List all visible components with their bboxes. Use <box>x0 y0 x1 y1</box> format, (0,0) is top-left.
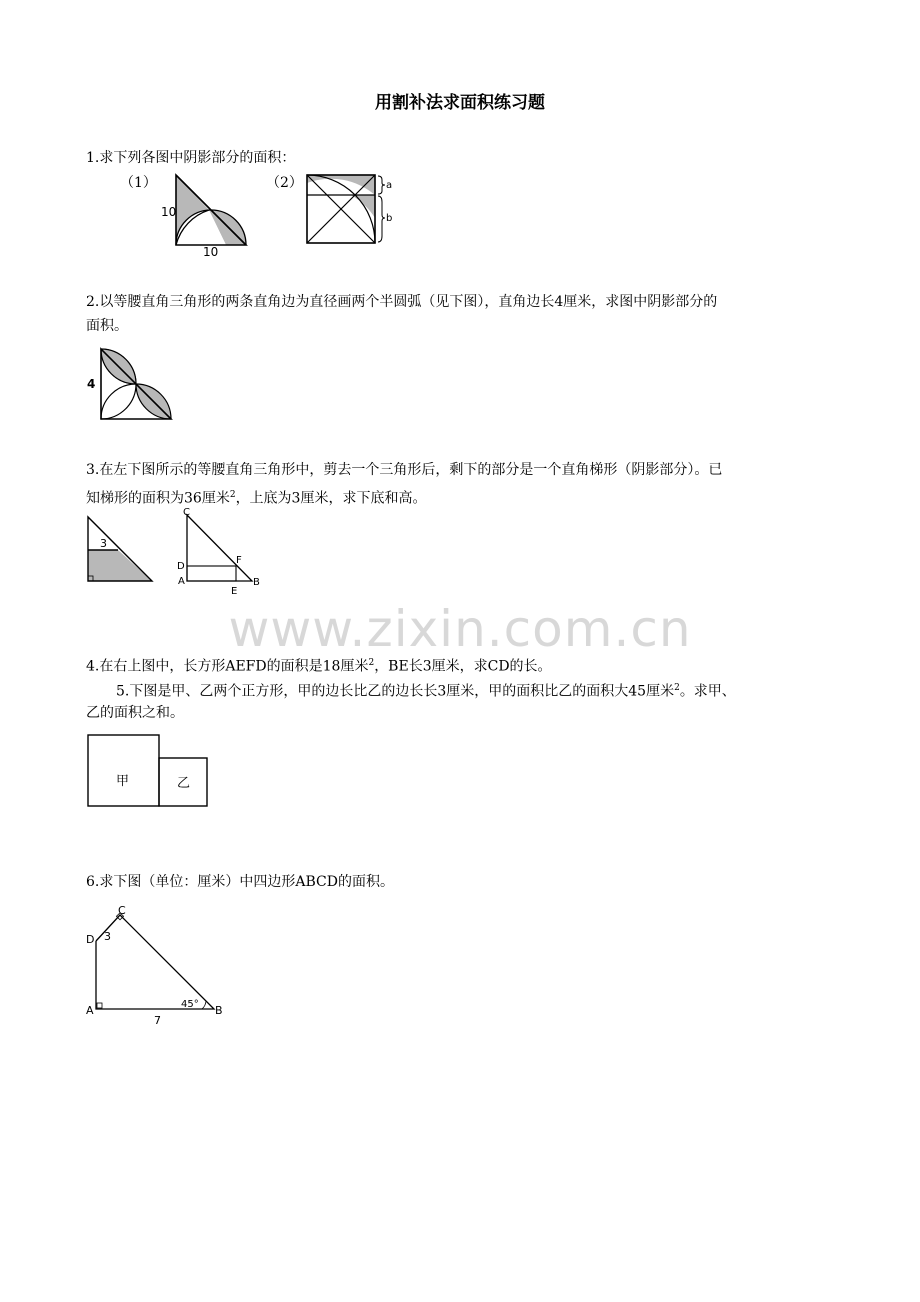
q3-pt-f: F <box>236 555 242 566</box>
q6-side-7: 7 <box>154 1014 161 1027</box>
q3-pt-d: D <box>177 561 185 572</box>
q6-text: 6.求下图（单位：厘米）中四边形ABCD的面积。 <box>86 874 394 890</box>
q2-line2: 面积。 <box>86 318 128 334</box>
q1-fig1-label: （1） <box>120 175 157 191</box>
q3-trapezoid-shade <box>88 550 152 581</box>
q1-fig1-base-label: 10 <box>203 245 219 259</box>
q3-line2: 知梯形的面积为36厘米$^2$，上底为3厘米，求下底和高。 <box>86 490 427 507</box>
q6-pt-b: B <box>215 1004 223 1017</box>
q3-top-label: 3 <box>100 537 107 550</box>
q1-fig2-label: （2） <box>266 175 303 191</box>
q1-figure-1 <box>150 170 260 260</box>
q2-line1: 2.以等腰直角三角形的两条直角边为直径画两个半圆弧（见下图），直角边长4厘米，求图中阴影部分的 <box>86 294 718 310</box>
q3-pt-c: C <box>183 507 190 518</box>
q3-pt-e: E <box>231 586 238 597</box>
q1-fig2-shade-right <box>351 195 375 218</box>
q1-fig1-side-label: 10 <box>161 205 177 219</box>
q2-triangle <box>101 349 171 419</box>
q5-figure <box>86 733 211 809</box>
q3-pt-a: A <box>178 576 185 587</box>
q6-pt-a: A <box>86 1004 94 1017</box>
q1-fig2-b-label: b <box>386 213 393 224</box>
watermark: www.zixin.com.cn <box>228 600 692 658</box>
q3-line1: 3.在左下图所示的等腰直角三角形中，剪去一个三角形后，剩下的部分是一个直角梯形（阴影部分）。已 <box>86 462 723 478</box>
q3-figure-left <box>84 515 159 587</box>
q6-side-3: 3 <box>104 930 111 943</box>
q1-text: 1.求下列各图中阴影部分的面积： <box>86 150 296 166</box>
q2-side-label: 4 <box>87 377 96 391</box>
q5-square-jia <box>88 735 159 806</box>
q6-pt-c: C <box>118 904 126 917</box>
q1-fig2-brace-a <box>378 176 385 194</box>
q4-text: 4.在右上图中，长方形AEFD的面积是18厘米$^2$，BE长3厘米，求CD的长。 <box>86 658 552 675</box>
q2-figure <box>84 344 179 424</box>
page-title: 用割补法求面积练习题 <box>375 93 545 113</box>
q6-figure <box>84 903 229 1028</box>
q3-figure-right <box>172 505 267 597</box>
q5-line2: 乙的面积之和。 <box>86 705 184 721</box>
q1-fig2-a-label: a <box>386 180 393 191</box>
q1-fig2-brace-b <box>378 196 385 242</box>
q6-angle: 45° <box>181 999 199 1010</box>
q3-pt-b: B <box>253 577 260 588</box>
q6-pt-d: D <box>86 933 95 946</box>
q5-line1: 5.下图是甲、乙两个正方形，甲的边长比乙的边长长3厘米，甲的面积比乙的面积大45厘米$^2$。求甲、 <box>116 683 736 700</box>
q5-yi-label: 乙 <box>177 776 191 791</box>
q5-jia-label: 甲 <box>116 774 130 789</box>
q1-figure-2 <box>302 170 402 250</box>
